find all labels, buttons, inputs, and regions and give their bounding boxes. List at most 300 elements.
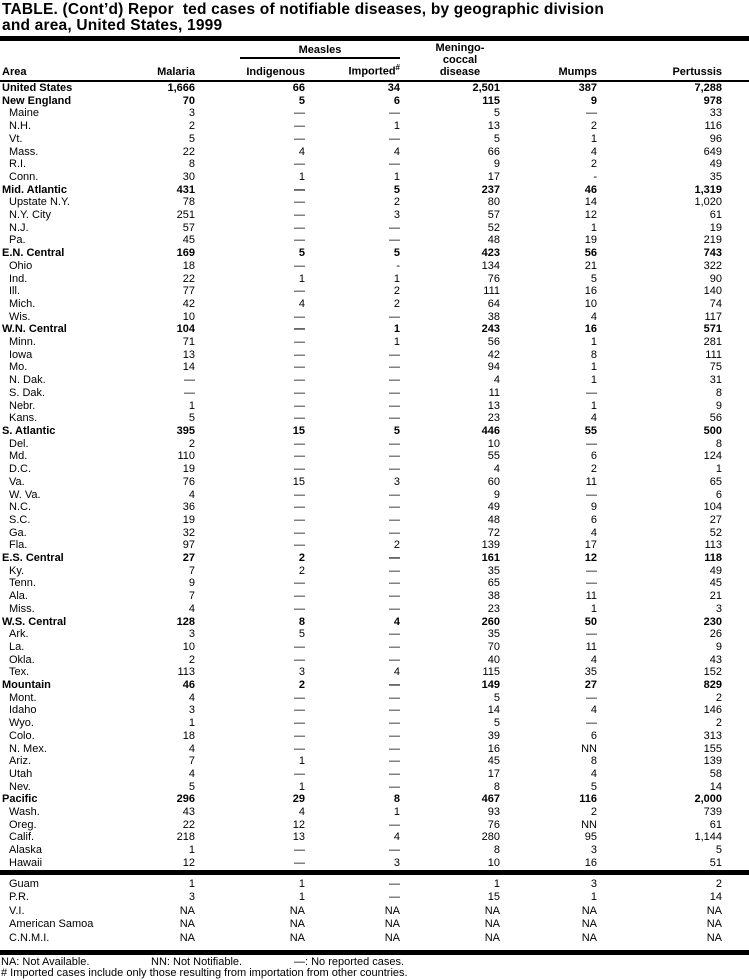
table-body-main: [0, 81, 749, 872]
value-cell: 33: [709, 107, 722, 120]
value-cell: 1: [188, 877, 195, 890]
value-cell: 3: [188, 891, 195, 904]
value-cell: 19: [584, 234, 597, 247]
table-row: [0, 918, 749, 932]
column-header-pertussis: Pertussis: [597, 42, 749, 81]
table-row: [0, 184, 749, 197]
value-cell: —: [586, 564, 597, 577]
row-label: S. Dak.: [9, 386, 46, 399]
value-cell: 50: [584, 615, 597, 628]
value-cell: NA: [581, 918, 597, 931]
value-cell: 4: [298, 806, 305, 819]
value-cell: 12: [584, 552, 597, 565]
value-cell: NA: [384, 931, 400, 944]
value-cell: 3: [393, 209, 400, 222]
value-cell: NA: [484, 904, 500, 917]
value-cell: 743: [703, 247, 722, 260]
value-cell: 124: [703, 450, 722, 463]
row-label: United States: [2, 82, 73, 94]
value-cell: 296: [176, 793, 195, 806]
column-header-mumps: Mumps: [500, 42, 597, 81]
value-cell: 243: [481, 323, 500, 336]
value-cell: 38: [487, 590, 500, 603]
table-row: [0, 133, 749, 146]
value-cell: 1: [298, 891, 305, 904]
value-cell: 15: [292, 475, 305, 488]
value-cell: —: [294, 539, 305, 552]
value-cell: 1: [590, 221, 597, 234]
value-cell: —: [294, 386, 305, 399]
value-cell: —: [294, 729, 305, 742]
table-row: [0, 260, 749, 273]
value-cell: 2: [393, 196, 400, 209]
value-cell: 72: [487, 526, 500, 539]
row-label: W.N. Central: [2, 323, 67, 336]
value-cell: 4: [298, 297, 305, 310]
value-cell: 6: [590, 729, 597, 742]
value-cell: 3: [590, 844, 597, 857]
row-label: Mont.: [9, 691, 37, 704]
row-label: V.I.: [9, 904, 25, 917]
table-row: [0, 844, 749, 857]
value-cell: 467: [481, 793, 500, 806]
table-row: [0, 730, 749, 743]
table-row: [0, 590, 749, 603]
table-row: [0, 412, 749, 425]
value-cell: 1: [188, 844, 195, 857]
value-cell: 16: [584, 323, 597, 336]
value-cell: NA: [581, 931, 597, 944]
notifiable-diseases-table: [0, 42, 749, 955]
table-row: [0, 577, 749, 590]
value-cell: 219: [703, 234, 722, 247]
value-cell: 76: [487, 272, 500, 285]
table-row: [0, 501, 749, 514]
value-cell: —: [184, 386, 195, 399]
value-cell: 74: [709, 297, 722, 310]
row-label: Pacific: [2, 793, 38, 806]
table-row: [0, 565, 749, 578]
value-cell: 35: [487, 564, 500, 577]
value-cell: 978: [703, 94, 722, 107]
value-cell: 35: [584, 666, 597, 679]
table-row: [0, 552, 749, 565]
table-row: [0, 654, 749, 667]
value-cell: 2: [715, 691, 722, 704]
table-body-territories: [0, 872, 749, 952]
row-label: Nebr.: [9, 399, 36, 412]
value-cell: 2: [298, 552, 305, 565]
value-cell: —: [389, 742, 400, 755]
value-cell: —: [389, 818, 400, 831]
value-cell: 4: [188, 742, 195, 755]
value-cell: —: [389, 513, 400, 526]
table-row: [0, 234, 749, 247]
value-cell: 110: [177, 450, 195, 463]
table-row: [0, 196, 749, 209]
value-cell: 80: [487, 196, 500, 209]
value-cell: 1: [590, 602, 597, 615]
value-cell: 78: [182, 196, 195, 209]
table-row: [0, 81, 749, 95]
value-cell: —: [294, 336, 305, 349]
value-cell: 4: [188, 767, 195, 780]
value-cell: —: [294, 120, 305, 133]
value-cell: 48: [487, 513, 500, 526]
row-label: Tex.: [9, 666, 30, 679]
value-cell: 2: [188, 437, 195, 450]
value-cell: 2,000: [694, 793, 722, 806]
value-cell: 19: [709, 221, 722, 234]
value-cell: 1: [298, 170, 305, 183]
table-row: [0, 489, 749, 502]
value-cell: 8: [188, 158, 195, 171]
value-cell: 30: [182, 170, 195, 183]
column-header-area: Area: [0, 42, 140, 81]
table-row: [0, 628, 749, 641]
table-row: [0, 323, 749, 336]
value-cell: 10: [182, 640, 195, 653]
table-row: [0, 349, 749, 362]
value-cell: —: [389, 234, 400, 247]
value-cell: 3: [715, 602, 722, 615]
table-row: [0, 285, 749, 298]
value-cell: 2: [715, 877, 722, 890]
row-label: Wash.: [9, 806, 40, 819]
value-cell: NA: [706, 931, 722, 944]
value-cell: —: [586, 488, 597, 501]
value-cell: —: [586, 577, 597, 590]
value-cell: 117: [704, 310, 722, 323]
value-cell: 2: [715, 717, 722, 730]
measles-group-label: Measles: [298, 43, 342, 56]
row-label: Maine: [9, 107, 39, 120]
value-cell: 2: [393, 285, 400, 298]
value-cell: 32: [182, 526, 195, 539]
value-cell: —: [389, 374, 400, 387]
value-cell: 8: [493, 844, 500, 857]
value-cell: 2: [393, 297, 400, 310]
value-cell: NA: [706, 904, 722, 917]
value-cell: —: [294, 399, 305, 412]
value-cell: 1: [393, 272, 400, 285]
value-cell: 17: [584, 539, 597, 552]
value-cell: NA: [289, 904, 305, 917]
value-cell: 1: [590, 399, 597, 412]
row-label: Hawaii: [9, 856, 43, 869]
row-label: Oreg.: [9, 818, 37, 831]
value-cell: 10: [487, 856, 500, 869]
row-label: N. Dak.: [9, 374, 46, 387]
table-row: [0, 666, 749, 679]
value-cell: 76: [487, 818, 500, 831]
value-cell: 1,319: [694, 183, 722, 196]
value-cell: 11: [585, 475, 597, 488]
value-cell: 8: [715, 437, 722, 450]
table-row: [0, 527, 749, 540]
row-label: N.J.: [9, 221, 29, 234]
table-row: [0, 768, 749, 781]
value-cell: 22: [182, 145, 195, 158]
meningococcal-header-line-1: Meningo-: [435, 42, 485, 54]
value-cell: 115: [482, 94, 500, 107]
value-cell: 3: [188, 704, 195, 717]
value-cell: 48: [487, 234, 500, 247]
value-cell: 1: [590, 891, 597, 904]
value-cell: 46: [584, 183, 597, 196]
value-cell: 5: [188, 780, 195, 793]
page-title: [0, 1, 749, 34]
value-cell: —: [184, 374, 195, 387]
table-row: [0, 387, 749, 400]
row-label: W.S. Central: [2, 615, 67, 628]
row-label: N.Y. City: [9, 209, 51, 222]
table-row: [0, 603, 749, 616]
value-cell: —: [389, 717, 400, 730]
value-cell: 58: [709, 767, 722, 780]
value-cell: 739: [703, 806, 722, 819]
row-label: Pa.: [9, 234, 26, 247]
value-cell: 139: [481, 539, 500, 552]
row-label: R.I.: [9, 158, 27, 171]
row-label: S. Atlantic: [2, 424, 56, 437]
value-cell: —: [389, 602, 400, 615]
value-cell: 2: [590, 806, 597, 819]
value-cell: 8: [590, 755, 597, 768]
value-cell: NA: [484, 918, 500, 931]
value-cell: 2: [298, 564, 305, 577]
value-cell: —: [294, 107, 305, 120]
value-cell: 75: [709, 361, 722, 374]
value-cell: —: [389, 640, 400, 653]
value-cell: 36: [182, 501, 195, 514]
value-cell: 23: [487, 602, 500, 615]
value-cell: —: [294, 526, 305, 539]
value-cell: 66: [292, 82, 305, 94]
value-cell: —: [294, 742, 305, 755]
table-row: [0, 857, 749, 872]
value-cell: 16: [584, 285, 597, 298]
value-cell: 11: [585, 590, 597, 603]
value-cell: 4: [590, 526, 597, 539]
row-label: Ohio: [9, 259, 33, 272]
value-cell: 3: [393, 475, 400, 488]
value-cell: 57: [182, 221, 195, 234]
value-cell: 7,288: [694, 82, 722, 94]
value-cell: 61: [709, 209, 722, 222]
row-label: Ind.: [9, 272, 28, 285]
value-cell: 500: [703, 424, 722, 437]
row-label: Minn.: [9, 336, 36, 349]
value-cell: 21: [584, 259, 597, 272]
value-cell: 2,501: [472, 82, 500, 94]
value-cell: 1: [393, 170, 400, 183]
value-cell: —: [294, 704, 305, 717]
value-cell: 230: [703, 615, 722, 628]
row-label: New England: [2, 94, 72, 107]
value-cell: NA: [706, 918, 722, 931]
value-cell: 446: [481, 424, 500, 437]
value-cell: 10: [584, 297, 597, 310]
table-row: [0, 247, 749, 260]
value-cell: 113: [177, 666, 195, 679]
row-label: Mo.: [9, 361, 28, 374]
table-row: [0, 793, 749, 806]
value-cell: —: [389, 590, 400, 603]
table-row: [0, 755, 749, 768]
column-header-meningococcal: [400, 42, 500, 81]
table-row: [0, 107, 749, 120]
value-cell: 31: [709, 374, 722, 387]
value-cell: —: [389, 691, 400, 704]
value-cell: 43: [182, 806, 195, 819]
row-label: Miss.: [9, 602, 35, 615]
value-cell: —: [389, 463, 400, 476]
column-header-indigenous: Indigenous: [195, 61, 305, 81]
row-label: N.H.: [9, 120, 31, 133]
value-cell: 27: [584, 679, 597, 692]
value-cell: 161: [481, 552, 500, 565]
value-cell: —: [294, 412, 305, 425]
row-label: N. Mex.: [9, 742, 47, 755]
value-cell: 4: [590, 145, 597, 158]
table-row: [0, 819, 749, 832]
value-cell: 4: [298, 145, 305, 158]
value-cell: 9: [715, 640, 722, 653]
row-label: Ga.: [9, 526, 27, 539]
table-row: [0, 891, 749, 905]
row-label: P.R.: [9, 891, 29, 904]
row-label: Del.: [9, 437, 29, 450]
value-cell: 45: [487, 755, 500, 768]
value-cell: 4: [493, 463, 500, 476]
value-cell: 5: [715, 844, 722, 857]
value-cell: 5: [393, 247, 400, 260]
table-row: [0, 273, 749, 286]
row-label: Fla.: [9, 539, 28, 552]
row-label: Upstate N.Y.: [9, 196, 70, 209]
value-cell: 13: [487, 399, 500, 412]
row-label: Md.: [9, 450, 28, 463]
table-row: [0, 146, 749, 159]
value-cell: 5: [393, 424, 400, 437]
table-row: [0, 95, 749, 108]
value-cell: 14: [182, 361, 195, 374]
value-cell: NA: [289, 918, 305, 931]
table-row: [0, 806, 749, 819]
row-label: E.N. Central: [2, 247, 65, 260]
value-cell: 2: [590, 158, 597, 171]
value-cell: —: [389, 450, 400, 463]
value-cell: 8: [298, 615, 305, 628]
value-cell: 34: [387, 82, 400, 94]
footnote-imported-note: # Imported cases include only those resulting from importation from other countries.: [1, 967, 408, 980]
value-cell: —: [294, 602, 305, 615]
value-cell: —: [294, 501, 305, 514]
row-label: Ariz.: [9, 755, 31, 768]
table-row: [0, 298, 749, 311]
value-cell: —: [389, 412, 400, 425]
row-label: Tenn.: [9, 577, 36, 590]
value-cell: NA: [581, 904, 597, 917]
value-cell: 649: [703, 145, 722, 158]
value-cell: 1: [590, 336, 597, 349]
value-cell: 113: [704, 539, 722, 552]
value-cell: 139: [703, 755, 722, 768]
value-cell: 40: [487, 653, 500, 666]
value-cell: —: [294, 259, 305, 272]
value-cell: NA: [384, 904, 400, 917]
value-cell: 55: [584, 424, 597, 437]
value-cell: 70: [182, 94, 195, 107]
value-cell: 7: [188, 755, 195, 768]
value-cell: 27: [182, 552, 195, 565]
value-cell: —: [586, 386, 597, 399]
value-cell: 2: [298, 679, 305, 692]
value-cell: —: [389, 526, 400, 539]
value-cell: —: [294, 437, 305, 450]
value-cell: 251: [176, 209, 195, 222]
value-cell: NA: [179, 931, 195, 944]
row-label: Mass.: [9, 145, 39, 158]
value-cell: 43: [709, 653, 722, 666]
value-cell: —: [294, 132, 305, 145]
value-cell: —: [389, 552, 400, 565]
value-cell: 64: [487, 297, 500, 310]
row-label: Okla.: [9, 653, 35, 666]
row-label: Ky.: [9, 564, 25, 577]
table-row: [0, 171, 749, 184]
table-row: [0, 336, 749, 349]
value-cell: —: [389, 780, 400, 793]
value-cell: —: [294, 361, 305, 374]
value-cell: 76: [182, 475, 195, 488]
value-cell: 4: [590, 767, 597, 780]
value-cell: 280: [481, 831, 500, 844]
value-cell: 4: [493, 374, 500, 387]
value-cell: 9: [715, 399, 722, 412]
value-cell: 104: [176, 323, 195, 336]
value-cell: -: [396, 259, 400, 272]
value-cell: 56: [487, 336, 500, 349]
value-cell: —: [586, 107, 597, 120]
value-cell: 829: [703, 679, 722, 692]
value-cell: —: [294, 310, 305, 323]
value-cell: 313: [703, 729, 722, 742]
row-label: Kans.: [9, 412, 38, 425]
value-cell: 5: [188, 132, 195, 145]
value-cell: 97: [182, 539, 195, 552]
footnote-nn: NN: Not Notifiable.: [151, 955, 243, 968]
row-label: Ill.: [9, 285, 20, 298]
value-cell: —: [389, 158, 400, 171]
value-cell: —: [294, 209, 305, 222]
value-cell: —: [294, 196, 305, 209]
row-label: S.C.: [9, 513, 31, 526]
table-row: [0, 539, 749, 552]
value-cell: 14: [487, 704, 500, 717]
title-rule: [0, 36, 749, 41]
value-cell: 13: [292, 831, 305, 844]
value-cell: —: [389, 361, 400, 374]
value-cell: 65: [487, 577, 500, 590]
value-cell: —: [294, 463, 305, 476]
value-cell: 1: [298, 755, 305, 768]
value-cell: 1: [393, 120, 400, 133]
value-cell: 13: [487, 120, 500, 133]
table-row: [0, 831, 749, 844]
value-cell: 42: [487, 348, 500, 361]
